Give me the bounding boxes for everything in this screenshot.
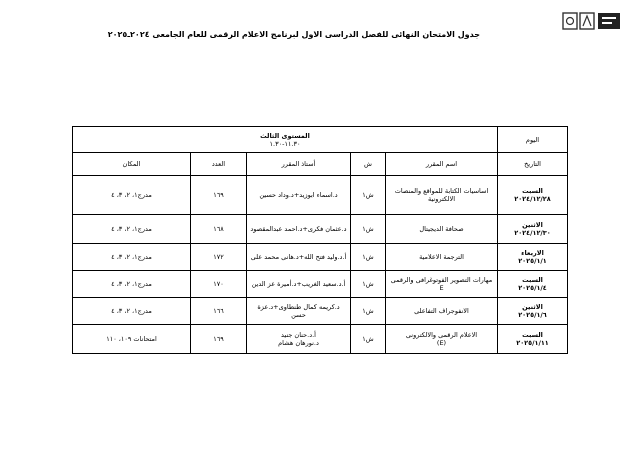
course-code: ش١ (351, 271, 386, 298)
professor-header: أستاذ المقرر (247, 153, 351, 176)
table-row (73, 298, 568, 325)
day-name: الاربعاء (521, 249, 544, 257)
code-header: ش (351, 153, 386, 176)
student-count: ١٦٩ (191, 325, 247, 354)
professor-name: د.عثمان فكرى+د.احمد عبدالمقصود (247, 215, 351, 244)
day-date-cell (498, 176, 568, 215)
professor-name: أ.د.حنان جنيد (281, 331, 316, 339)
table-row (73, 215, 568, 244)
professor-name: د.اسماء ابوزيد+د.وداد حسين (247, 176, 351, 215)
exam-date: ٢٠٢٥/١/١ (518, 257, 547, 265)
day-name: السبت (522, 331, 543, 339)
day-date-cell (498, 244, 568, 271)
course-name: صحافة الديجيتال (386, 215, 498, 244)
table-row (73, 271, 568, 298)
day-header: اليوم (498, 127, 568, 153)
exam-place: امتحانات ١٠٩، ١١٠ (73, 325, 191, 354)
course-name: اساسيات الكتابة للمواقع والمنصات الالكترونية (386, 176, 498, 215)
header-row-level (73, 127, 568, 153)
university-logo (562, 10, 624, 36)
course-code: ش١ (351, 244, 386, 271)
page-title: جدول الامتحان النهائى للفصل الدراسى الاول لبرنامج الاعلام الرقمى للعام الجامعى ٢٠٢٤ـ٢٠٢٥ (107, 30, 480, 39)
student-count: ١٦٦ (191, 298, 247, 325)
student-count: ١٧٢ (191, 244, 247, 271)
course-name-cell (386, 325, 498, 354)
day-name: الاثنين (522, 221, 543, 229)
date-header: التاريخ (498, 153, 568, 176)
exam-place: مدرج١، ٢، ٣، ٤ (73, 271, 191, 298)
professor-name: أ.د.سعيد الغريب+د.أميرة عز الدين (247, 271, 351, 298)
course-header: اسم المقرر (386, 153, 498, 176)
professor-name: د.كريمه كمال طنطاوى+د.عزة حسن (247, 298, 351, 325)
day-date-cell (498, 298, 568, 325)
place-header: المكان (73, 153, 191, 176)
course-name: الانفوجراف التفاعلى (386, 298, 498, 325)
count-header: العدد (191, 153, 247, 176)
logo-mark (562, 10, 624, 36)
exam-place: مدرج١، ٢، ٣، ٤ (73, 298, 191, 325)
day-date-cell (498, 215, 568, 244)
exam-place: مدرج١، ٢، ٣، ٤ (73, 176, 191, 215)
day-date-cell (498, 271, 568, 298)
course-code: ش١ (351, 215, 386, 244)
exam-date: ٢٠٢٥/١/٤ (518, 284, 547, 292)
exam-date: ٢٠٢٤/١٢/٣٠ (514, 229, 551, 237)
level-cell (73, 127, 498, 153)
day-name: السبت (522, 187, 543, 195)
course-code: ش١ (351, 325, 386, 354)
course-code: ش١ (351, 176, 386, 215)
course-variant: (E) (436, 339, 447, 347)
exam-place: مدرج١، ٢، ٣، ٤ (73, 215, 191, 244)
course-name: الترجمة الاعلامية (386, 244, 498, 271)
professor-name: أ.د.وليد فتح الله+د.هانى محمد على (247, 244, 351, 271)
table-row (73, 176, 568, 215)
student-count: ١٦٩ (191, 176, 247, 215)
exam-date: ٢٠٢٤/١٢/٢٨ (514, 195, 551, 203)
table-row (73, 325, 568, 354)
exam-time: ١١.٣٠-١.٣٠ (269, 139, 301, 148)
professor-name-secondary: د.نورهان هشام (278, 339, 319, 347)
table-row (73, 244, 568, 271)
exam-date: ٢٠٢٥/١/١١ (516, 339, 549, 347)
student-count: ١٧٠ (191, 271, 247, 298)
level-label: المستوى الثالث (260, 131, 310, 140)
header-row-columns (73, 153, 568, 176)
course-name: مهارات التصوير الفوتوغرافى والرقمى E (386, 271, 498, 298)
day-name: الاثنين (522, 303, 543, 311)
exam-date: ٢٠٢٥/١/٦ (518, 311, 547, 319)
exam-place: مدرج١، ٢، ٣، ٤ (73, 244, 191, 271)
exam-schedule-table (72, 126, 568, 354)
day-date-cell (498, 325, 568, 354)
professor-cell (247, 325, 351, 354)
course-name: الاعلام الرقمى والالكترونى (405, 331, 478, 339)
day-name: السبت (522, 276, 543, 284)
course-code: ش١ (351, 298, 386, 325)
student-count: ١٦٨ (191, 215, 247, 244)
